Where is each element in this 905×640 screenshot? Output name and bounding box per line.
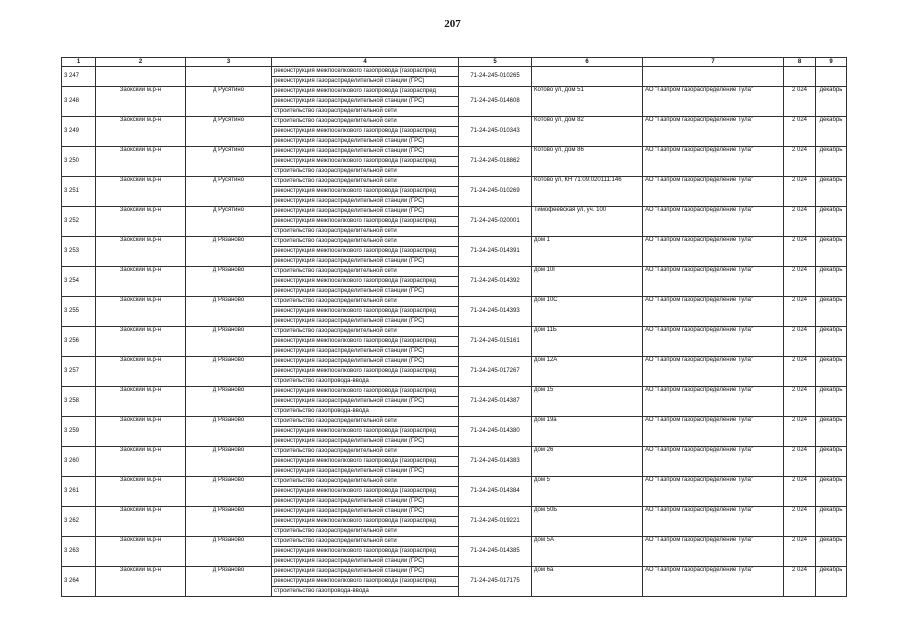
row-number: 3 247 xyxy=(62,67,96,87)
month-cell: декабрь xyxy=(816,447,847,477)
work-item: строительство газораспределительной сети xyxy=(272,297,458,307)
work-item: реконструкция межпоселкового газопровода (газораспред xyxy=(272,187,458,197)
district-cell: Заокский м.р-н xyxy=(96,87,186,117)
table-row xyxy=(62,447,847,477)
code-cell: 71-24-245-014391 xyxy=(459,237,532,267)
column-header: 5 xyxy=(459,58,532,67)
works-cell xyxy=(272,117,459,147)
work-item: строительство газораспределительной сети xyxy=(272,417,458,427)
code-cell: 71-24-245-010265 xyxy=(459,67,532,87)
work-item: реконструкция газораспределительной станции (ГРС) xyxy=(274,258,425,264)
works-cell xyxy=(272,177,459,207)
code-cell: 71-24-245-020001 xyxy=(459,207,532,237)
locality-cell: д Рязаново xyxy=(186,537,272,567)
year-cell: 2 024 xyxy=(784,147,816,177)
district-cell: Заокский м.р-н xyxy=(96,177,186,207)
year-cell: 2 024 xyxy=(784,447,816,477)
month-cell: декабрь xyxy=(816,537,847,567)
organization-cell: АО "Газпром газораспределение Тула" xyxy=(643,447,784,477)
year-cell: 2 024 xyxy=(784,177,816,207)
work-item: реконструкция межпоселкового газопровода (газораспред xyxy=(272,87,458,97)
year-cell: 2 024 xyxy=(784,327,816,357)
work-item: строительство газораспределительной сети xyxy=(274,168,397,174)
work-item: реконструкция межпоселкового газопровода (газораспред xyxy=(272,547,458,557)
address-cell: дом 10Г xyxy=(532,267,643,297)
table-row xyxy=(62,477,847,507)
table-row xyxy=(62,267,847,297)
code-cell: 71-24-245-014383 xyxy=(459,447,532,477)
organization-cell: АО "Газпром газораспределение Тула" xyxy=(643,117,784,147)
row-number: 3 262 xyxy=(62,507,96,537)
row-number: 3 252 xyxy=(62,207,96,237)
organization-cell: АО "Газпром газораспределение Тула" xyxy=(643,567,784,597)
work-item: реконструкция межпоселкового газопровода (газораспред xyxy=(272,277,458,287)
locality-cell: д Рязаново xyxy=(186,507,272,537)
organization-cell: АО "Газпром газораспределение Тула" xyxy=(643,417,784,447)
works-cell xyxy=(272,87,459,117)
row-number: 3 260 xyxy=(62,447,96,477)
district-cell xyxy=(96,67,186,87)
month-cell: декабрь xyxy=(816,477,847,507)
organization-cell: АО "Газпром газораспределение Тула" xyxy=(643,357,784,387)
locality-cell: д Рязаново xyxy=(186,327,272,357)
work-item: реконструкция газораспределительной станции (ГРС) xyxy=(272,397,458,407)
year-cell: 2 024 xyxy=(784,297,816,327)
code-cell: 71-24-245-014393 xyxy=(459,297,532,327)
locality-cell: д Русятино xyxy=(186,117,272,147)
month-cell: декабрь xyxy=(816,237,847,267)
work-item: реконструкция межпоселкового газопровода (газораспред xyxy=(272,367,458,377)
year-cell: 2 024 xyxy=(784,267,816,297)
organization-cell: АО "Газпром газораспределение Тула" xyxy=(643,387,784,417)
locality-cell: д Рязаново xyxy=(186,417,272,447)
table-row xyxy=(62,507,847,537)
works-cell xyxy=(272,507,459,537)
address-cell: Котово ул, КН 71:09:020111:146 xyxy=(532,177,643,207)
code-cell: 71-24-245-014608 xyxy=(459,87,532,117)
works-cell xyxy=(272,387,459,417)
address-cell: Котово ул, дом 51 xyxy=(532,87,643,117)
locality-cell: д Рязаново xyxy=(186,387,272,417)
row-number: 3 264 xyxy=(62,567,96,597)
table-row xyxy=(62,207,847,237)
locality-cell: д Рязаново xyxy=(186,567,272,597)
works-cell xyxy=(272,267,459,297)
works-cell xyxy=(272,237,459,267)
column-header: 6 xyxy=(532,58,643,67)
row-number: 3 253 xyxy=(62,237,96,267)
row-number: 3 248 xyxy=(62,87,96,117)
locality-cell: д Рязаново xyxy=(186,267,272,297)
address-cell: дом 6а xyxy=(532,567,643,597)
table-row xyxy=(62,237,847,267)
locality-cell: д Русятино xyxy=(186,147,272,177)
column-header: 7 xyxy=(643,58,784,67)
row-number: 3 258 xyxy=(62,387,96,417)
work-item: строительство газораспределительной сети xyxy=(274,108,397,114)
work-item: реконструкция газораспределительной станции (ГРС) xyxy=(272,207,458,217)
code-cell: 71-24-245-014385 xyxy=(459,537,532,567)
district-cell: Заокский м.р-н xyxy=(96,477,186,507)
work-item: строительство газораспределительной сети xyxy=(274,528,397,534)
address-cell: Котово ул, дом 86 xyxy=(532,147,643,177)
row-number: 3 249 xyxy=(62,117,96,147)
work-item: строительство газораспределительной сети xyxy=(272,537,458,547)
work-item: строительство газораспределительной сети xyxy=(272,117,458,127)
table-row xyxy=(62,567,847,597)
district-cell: Заокский м.р-н xyxy=(96,567,186,597)
registry-table xyxy=(61,57,847,597)
table-row xyxy=(62,537,847,567)
work-item: реконструкция газораспределительной станции (ГРС) xyxy=(272,97,458,107)
district-cell: Заокский м.р-н xyxy=(96,357,186,387)
works-cell xyxy=(272,567,459,597)
year-cell: 2 024 xyxy=(784,237,816,267)
district-cell: Заокский м.р-н xyxy=(96,207,186,237)
column-header: 3 xyxy=(186,58,272,67)
work-item: реконструкция межпоселкового газопровода (газораспред xyxy=(272,217,458,227)
district-cell: Заокский м.р-н xyxy=(96,117,186,147)
work-item: реконструкция газораспределительной станции (ГРС) xyxy=(272,357,458,367)
month-cell: декабрь xyxy=(816,327,847,357)
code-cell: 71-24-245-014384 xyxy=(459,477,532,507)
organization-cell: АО "Газпром газораспределение Тула" xyxy=(643,87,784,117)
column-header: 9 xyxy=(816,58,847,67)
work-item: реконструкция межпоселкового газопровода (газораспред xyxy=(272,517,458,527)
month-cell: декабрь xyxy=(816,117,847,147)
month-cell: декабрь xyxy=(816,507,847,537)
work-item: реконструкция межпоселкового газопровода (газораспред xyxy=(272,487,458,497)
address-cell: дом 12А xyxy=(532,357,643,387)
work-item: реконструкция газораспределительной станции (ГРС) xyxy=(274,348,425,354)
district-cell: Заокский м.р-н xyxy=(96,417,186,447)
work-item: реконструкция межпоселкового газопровода (газораспред xyxy=(272,577,458,587)
work-item: реконструкция межпоселкового газопровода (газораспред xyxy=(272,127,458,137)
work-item: реконструкция межпоселкового газопровода (газораспред xyxy=(272,247,458,257)
address-cell: дом 5 xyxy=(532,477,643,507)
column-header: 1 xyxy=(62,58,96,67)
work-item: строительство газораспределительной сети xyxy=(272,267,458,277)
table-row xyxy=(62,357,847,387)
district-cell: Заокский м.р-н xyxy=(96,387,186,417)
year-cell: 2 024 xyxy=(784,417,816,447)
work-item: реконструкция газораспределительной станции (ГРС) xyxy=(272,567,458,577)
organization-cell: АО "Газпром газораспределение Тула" xyxy=(643,177,784,207)
work-item: строительство газораспределительной сети xyxy=(272,237,458,247)
locality-cell: д Рязаново xyxy=(186,237,272,267)
year-cell: 2 024 xyxy=(784,507,816,537)
code-cell: 71-24-245-017175 xyxy=(459,567,532,597)
address-cell: Котово ул, дом 82 xyxy=(532,117,643,147)
address-cell: дом 10С xyxy=(532,297,643,327)
district-cell: Заокский м.р-н xyxy=(96,147,186,177)
locality-cell: д Русятино xyxy=(186,87,272,117)
work-item: реконструкция межпоселкового газопровода (газораспред xyxy=(272,67,458,77)
column-header: 4 xyxy=(272,58,459,67)
district-cell: Заокский м.р-н xyxy=(96,537,186,567)
work-item: реконструкция газораспределительной станции (ГРС) xyxy=(272,507,458,517)
year-cell: 2 024 xyxy=(784,207,816,237)
row-number: 3 261 xyxy=(62,477,96,507)
work-item: реконструкция межпоселкового газопровода (газораспред xyxy=(272,427,458,437)
locality-cell: д Русятино xyxy=(186,207,272,237)
work-item: строительство газораспределительной сети xyxy=(272,177,458,187)
year-cell: 2 024 xyxy=(784,357,816,387)
month-cell: декабрь xyxy=(816,177,847,207)
organization-cell: АО "Газпром газораспределение Тула" xyxy=(643,147,784,177)
table-row xyxy=(62,87,847,117)
district-cell: Заокский м.р-н xyxy=(96,447,186,477)
organization-cell xyxy=(643,67,784,87)
row-number: 3 251 xyxy=(62,177,96,207)
work-item: строительство газопровода-ввода xyxy=(274,588,369,594)
year-cell: 2 024 xyxy=(784,117,816,147)
locality-cell: д Русятино xyxy=(186,177,272,207)
district-cell: Заокский м.р-н xyxy=(96,297,186,327)
month-cell xyxy=(816,67,847,87)
work-item: реконструкция газораспределительной станции (ГРС) xyxy=(274,288,425,294)
table-row xyxy=(62,387,847,417)
month-cell: декабрь xyxy=(816,207,847,237)
month-cell: декабрь xyxy=(816,417,847,447)
organization-cell: АО "Газпром газораспределение Тула" xyxy=(643,327,784,357)
address-cell: Тимофеевская ул, уч. 100 xyxy=(532,207,643,237)
code-cell: 71-24-245-019221 xyxy=(459,507,532,537)
works-cell xyxy=(272,327,459,357)
row-number: 3 254 xyxy=(62,267,96,297)
work-item: строительство газораспределительной сети xyxy=(272,477,458,487)
address-cell: дом 15 xyxy=(532,387,643,417)
table-row xyxy=(62,327,847,357)
work-item: строительство газораспределительной сети xyxy=(272,447,458,457)
code-cell: 71-24-245-018862 xyxy=(459,147,532,177)
works-cell xyxy=(272,207,459,237)
row-number: 3 250 xyxy=(62,147,96,177)
works-cell xyxy=(272,297,459,327)
locality-cell xyxy=(186,67,272,87)
year-cell: 2 024 xyxy=(784,387,816,417)
work-item: реконструкция газораспределительной станции (ГРС) xyxy=(274,438,425,444)
row-number: 3 259 xyxy=(62,417,96,447)
address-cell: дом 11Б xyxy=(532,327,643,357)
organization-cell: АО "Газпром газораспределение Тула" xyxy=(643,477,784,507)
work-item: строительство газораспределительной сети xyxy=(274,228,397,234)
address-cell xyxy=(532,67,643,87)
row-number: 3 263 xyxy=(62,537,96,567)
district-cell: Заокский м.р-н xyxy=(96,267,186,297)
column-header: 2 xyxy=(96,58,186,67)
header-row xyxy=(62,58,847,67)
work-item: реконструкция газораспределительной станции (ГРС) xyxy=(274,468,425,474)
code-cell: 71-24-245-010269 xyxy=(459,177,532,207)
month-cell: декабрь xyxy=(816,387,847,417)
code-cell: 71-24-245-014387 xyxy=(459,387,532,417)
work-item: реконструкция газораспределительной станции (ГРС) xyxy=(274,198,425,204)
row-number: 3 256 xyxy=(62,327,96,357)
code-cell: 71-24-245-014392 xyxy=(459,267,532,297)
table-row xyxy=(62,117,847,147)
work-item: реконструкция межпоселкового газопровода (газораспред xyxy=(272,337,458,347)
year-cell xyxy=(784,67,816,87)
address-cell: дом 50Б xyxy=(532,507,643,537)
code-cell: 71-24-245-017267 xyxy=(459,357,532,387)
year-cell: 2 024 xyxy=(784,87,816,117)
work-item: реконструкция межпоселкового газопровода (газораспред xyxy=(272,157,458,167)
address-cell: дом 19а xyxy=(532,417,643,447)
month-cell: декабрь xyxy=(816,87,847,117)
organization-cell: АО "Газпром газораспределение Тула" xyxy=(643,207,784,237)
month-cell: декабрь xyxy=(816,357,847,387)
works-cell xyxy=(272,147,459,177)
locality-cell: д Рязаново xyxy=(186,357,272,387)
code-cell: 71-24-245-010343 xyxy=(459,117,532,147)
organization-cell: АО "Газпром газораспределение Тула" xyxy=(643,507,784,537)
work-item: реконструкция газораспределительной станции (ГРС) xyxy=(274,78,425,84)
district-cell: Заокский м.р-н xyxy=(96,237,186,267)
work-item: строительство газопровода-ввода xyxy=(274,408,369,414)
table-row xyxy=(62,417,847,447)
table-row xyxy=(62,177,847,207)
month-cell: декабрь xyxy=(816,147,847,177)
work-item: реконструкция межпоселкового газопровода (газораспред xyxy=(272,307,458,317)
works-cell xyxy=(272,417,459,447)
works-cell xyxy=(272,477,459,507)
work-item: строительство газораспределительной сети xyxy=(272,327,458,337)
table-row xyxy=(62,67,847,87)
address-cell: дом 26 xyxy=(532,447,643,477)
year-cell: 2 024 xyxy=(784,477,816,507)
table-row xyxy=(62,147,847,177)
page-number: 207 xyxy=(444,18,461,30)
code-cell: 71-24-245-015161 xyxy=(459,327,532,357)
column-header: 8 xyxy=(784,58,816,67)
works-cell xyxy=(272,357,459,387)
row-number: 3 257 xyxy=(62,357,96,387)
year-cell: 2 024 xyxy=(784,567,816,597)
works-cell xyxy=(272,67,459,87)
work-item: реконструкция газораспределительной станции (ГРС) xyxy=(274,558,425,564)
locality-cell: д Рязаново xyxy=(186,477,272,507)
organization-cell: АО "Газпром газораспределение Тула" xyxy=(643,537,784,567)
work-item: строительство газопровода-ввода xyxy=(274,378,369,384)
code-cell: 71-24-245-014380 xyxy=(459,417,532,447)
work-item: реконструкция газораспределительной станции (ГРС) xyxy=(274,318,425,324)
district-cell: Заокский м.р-н xyxy=(96,327,186,357)
district-cell: Заокский м.р-н xyxy=(96,507,186,537)
organization-cell: АО "Газпром газораспределение Тула" xyxy=(643,237,784,267)
address-cell: дом 5А xyxy=(532,537,643,567)
locality-cell: д Рязаново xyxy=(186,447,272,477)
organization-cell: АО "Газпром газораспределение Тула" xyxy=(643,297,784,327)
locality-cell: д Рязаново xyxy=(186,297,272,327)
month-cell: декабрь xyxy=(816,267,847,297)
year-cell: 2 024 xyxy=(784,537,816,567)
address-cell: дом 1 xyxy=(532,237,643,267)
month-cell: декабрь xyxy=(816,567,847,597)
row-number: 3 255 xyxy=(62,297,96,327)
month-cell: декабрь xyxy=(816,297,847,327)
works-cell xyxy=(272,447,459,477)
works-cell xyxy=(272,537,459,567)
work-item: реконструкция газораспределительной станции (ГРС) xyxy=(274,138,425,144)
work-item: реконструкция газораспределительной станции (ГРС) xyxy=(274,498,425,504)
work-item: реконструкция межпоселкового газопровода (газораспред xyxy=(272,387,458,397)
organization-cell: АО "Газпром газораспределение Тула" xyxy=(643,267,784,297)
work-item: реконструкция межпоселкового газопровода (газораспред xyxy=(272,457,458,467)
table-row xyxy=(62,297,847,327)
work-item: реконструкция газораспределительной станции (ГРС) xyxy=(272,147,458,157)
